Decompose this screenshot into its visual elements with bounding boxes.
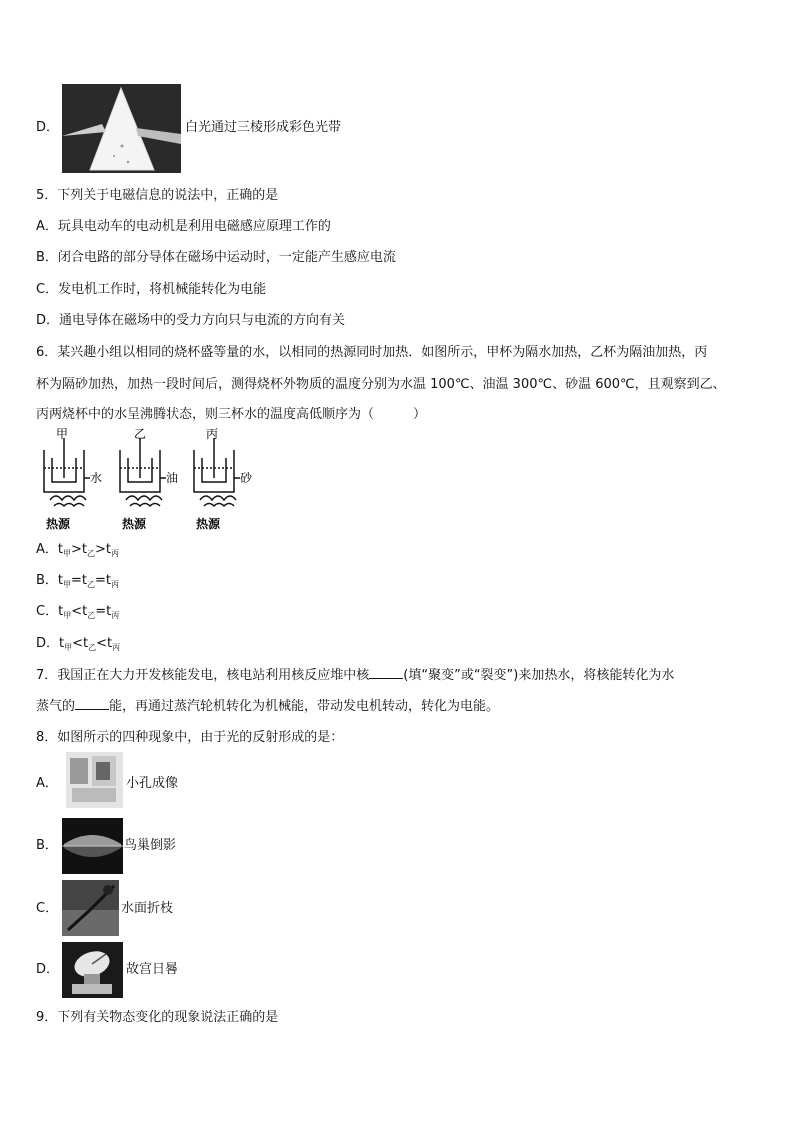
q8-option-b-label: B．: [36, 838, 58, 853]
q7-blank-2[interactable]: [75, 697, 109, 710]
q8-option-a-caption: 小孔成像: [126, 776, 179, 791]
q5-option-a: A．玩具电动车的电动机是利用电磁感应原理工作的: [36, 219, 331, 234]
q7-line2: 蒸气的 能，再通过蒸汽轮机转化为机械能，带动发电机转动，转化为电能。: [36, 699, 500, 714]
q5-stem: 5．下列关于电磁信息的说法中，正确的是: [36, 188, 279, 203]
q8-option-b-caption: 鸟巢倒影: [124, 838, 177, 853]
cup-jia-medium: 水: [90, 471, 103, 485]
q5-option-c: C．发电机工作时，将机械能转化为电能: [36, 282, 267, 297]
bent-branch-image: [62, 880, 119, 936]
q5-option-d: D．通电导体在磁场中的受力方向只与电流的方向有关: [36, 313, 346, 328]
q9-stem: 9．下列有关物态变化的现象说法正确的是: [36, 1010, 279, 1025]
q8-stem: 8．如图所示的四种现象中，由于光的反射形成的是：: [36, 730, 344, 745]
q6-option-d: D．$t_甲<t_乙<t_丙$: [36, 636, 121, 652]
cup-jia-source: 热源: [46, 517, 71, 531]
cup-yi-label: 乙: [134, 428, 147, 441]
cup-jia: [44, 438, 90, 506]
cup-jia-label: 甲: [56, 428, 69, 441]
q6-option-c: C．$t_甲<t_乙=t_丙$: [36, 604, 120, 620]
q4-option-d-label: D．: [36, 120, 60, 135]
q8-option-a-label: A．: [36, 776, 58, 791]
cup-bing-source: 热源: [196, 517, 221, 531]
cup-yi-source: 热源: [122, 517, 147, 531]
q8-option-c-label: C．: [36, 901, 59, 916]
q6-stem-line1: 6．某兴趣小组以相同的烧杯盛等量的水，以相同的热源同时加热．如图所示，甲杯为隔水加热，乙杯为隔油加热，丙: [36, 345, 708, 360]
q5-option-b: B．闭合电路的部分导体在磁场中运动时，一定能产生感应电流: [36, 250, 396, 265]
prism-image: [62, 84, 181, 173]
cup-yi-medium: 油: [166, 471, 179, 485]
prism-caption: 白光通过三棱形成彩色光带: [185, 120, 342, 135]
cup-bing-medium: 砂: [240, 471, 253, 485]
q6-option-a: A．$t_甲>t_乙>t_丙$: [36, 542, 120, 558]
q8-option-d-caption: 故宫日晷: [126, 962, 179, 977]
sundial-image: [62, 942, 123, 998]
cup-bing: [194, 438, 240, 506]
q8-option-c-caption: 水面折枝: [121, 901, 174, 916]
heating-cups-figure: [38, 428, 258, 534]
birds-nest-reflection-image: [62, 818, 123, 874]
q8-option-d-label: D．: [36, 962, 60, 977]
cup-yi: [120, 438, 166, 506]
q7-blank-1[interactable]: [369, 666, 403, 679]
q7-line1: 7．我国正在大力开发核能发电，核电站利用核反应堆中核 (填“聚变”或“裂变”)来加热水，将核能转化为水: [36, 668, 675, 683]
q6-option-b: B．$t_甲=t_乙=t_丙$: [36, 573, 120, 589]
q6-stem-line2: 杯为隔砂加热，加热一段时间后，测得烧杯外物质的温度分别为水温 100℃、油温 300℃、砂温 600℃，且观察到乙、: [36, 377, 726, 392]
cup-bing-label: 丙: [206, 428, 219, 441]
pinhole-image: [66, 752, 123, 808]
q6-stem-line3: 丙两烧杯中的水呈沸腾状态，则三杯水的温度高低顺序为（ ）: [36, 407, 427, 422]
